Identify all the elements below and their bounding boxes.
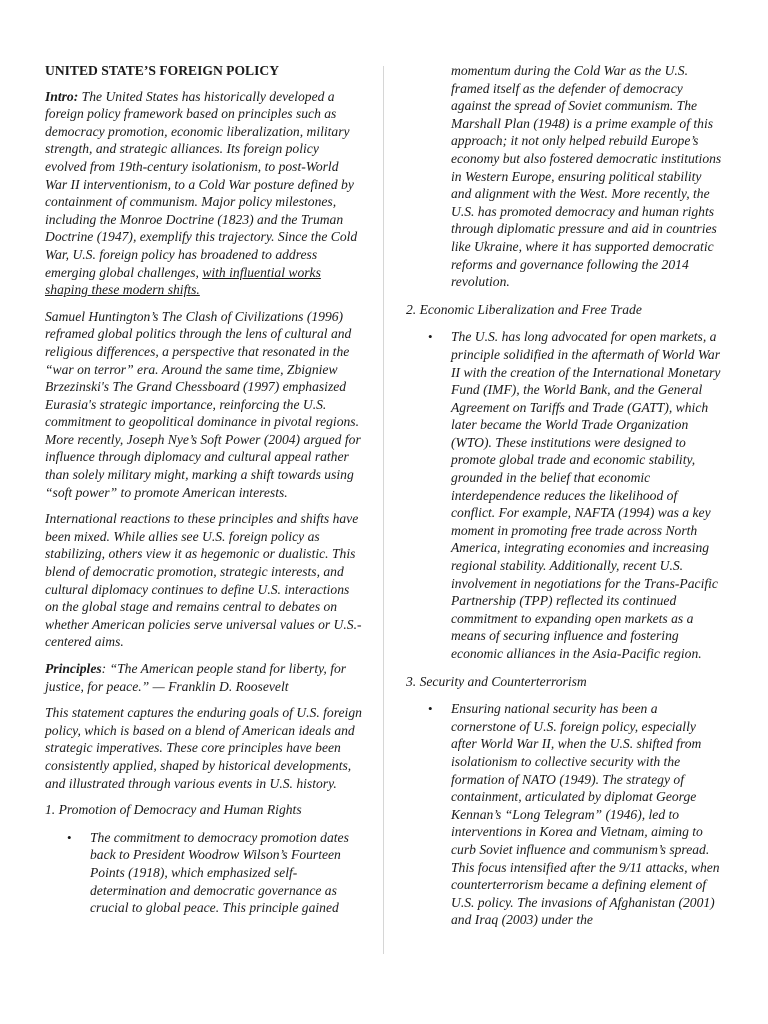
section-1-bullet	[45, 829, 363, 917]
statement-paragraph: This statement captures the enduring goals of U.S. foreign policy, which is based on a blend of American ideals and strategic imperatives. These core principles have been consistently applied, shaped by historical developments, and illustrated through various events in U.S. history.	[45, 705, 362, 791]
bullet-icon: •	[67, 829, 72, 845]
intro-text: The United States has historically developed a foreign policy framework based on principles such as democracy promotion, economic liberalization, military strength, and strategic alliances. Its foreign policy evolved from 19th-century isolationism, to post-World War II interventionism, to a Cold War posture defined by containment of communism. Major policy milestones, including the Monroe Doctrine (1823) and the Truman Doctrine (1947), exemplify this trajectory. Since the Cold War, U.S. foreign policy has broadened to address emerging global challenges,	[45, 88, 358, 280]
document-title: UNITED STATE’S FOREIGN POLICY	[45, 63, 280, 78]
section-3-heading: 3. Security and Counterterrorism	[406, 673, 587, 689]
section-2-bullet-text: The U.S. has long advocated for open markets, a principle solidified in the aftermath of World War II with the creation of the International Monetary Fund (IMF), the World Bank, and the General Agreement on Tariffs and Trade (GATT), which later became the World Trade Organization (WTO). These institutions were designed to promote global trade and economic stability, grounded in the belief that economic interdependence reduces the likelihood of conflict. For example, NAFTA (1994) was a key moment in promoting free trade across North America, integrating economies and increasing regional stability. Additionally, recent U.S. involvement in negotiations for the Trans-Pacific Partnership (TPP) reflected its continued commitment to expanding open markets as a means of securing influence and fostering economic alliances in the Asia-Pacific region.	[451, 329, 721, 661]
section-3-bullet	[406, 700, 724, 929]
section-1-bullet-text: The commitment to democracy promotion dates back to President Woodrow Wilson’s Fourteen Points (1918), which emphasized self-determination and democratic governance as crucial to global peace. This principle gained	[90, 829, 349, 916]
left-column	[45, 62, 363, 927]
bullet-icon: •	[428, 701, 433, 717]
section-2-heading: 2. Economic Liberalization and Free Trade	[406, 301, 642, 317]
section-2-bullet	[406, 328, 724, 662]
section-3-bullet-text: Ensuring national security has been a cornerstone of U.S. foreign policy, especially after World War II, when the U.S. shifted from isolationism to collective security with the formation of NATO (1949). The strategy of containment, articulated by diplomat George Kennan’s “Long Telegram” (1946), led to interventions in Korea and Vietnam, aiming to curb Soviet influence and communism’s spread. This focus intensified after the 9/11 attacks, when counterterrorism became a defining element of U.S. policy. The invasions of Afghanistan (2001) and Iraq (2003) under the	[451, 701, 720, 928]
intro-underlined-text: with influential works shaping these modern shifts.	[45, 264, 321, 298]
principles-label: Principles	[45, 661, 102, 676]
section-1-heading: 1. Promotion of Democracy and Human Rights	[45, 802, 302, 818]
principles-paragraph	[45, 660, 363, 695]
intro-paragraph	[45, 88, 363, 299]
reactions-paragraph: International reactions to these principles and shifts have been mixed. While allies see U.S. foreign policy as stabilizing, others view it as hegemonic or dualistic. This blend of democratic promotion, strategic interests, and cultural diplomacy continues to define U.S. interactions on the global stage and remains central to debates on whether American policies serve universal values or U.S.-centered aims.	[45, 511, 362, 650]
intro-label: Intro:	[45, 88, 79, 104]
column-divider	[383, 66, 384, 954]
section-1-continuation: momentum during the Cold War as the U.S. framed itself as the defender of democracy against the spread of Soviet communism. The Marshall Plan (1948) is a prime example of this approach; it not only helped rebuild Europe’s economy but also fostered democratic institutions in Western Europe, ensuring political stability and alignment with the West. More recently, the U.S. has promoted democracy and human rights through diplomatic pressure and aid in countries like Ukraine, where it has supported democratic reforms and governance following the 2014 revolution.	[451, 63, 722, 290]
bullet-icon: •	[428, 329, 433, 345]
huntington-paragraph: Samuel Huntington’s The Clash of Civilizations (1996) reframed global politics through the lens of cultural and religious differences, a perspective that resonated in the “war on terror” era. Around the same time, Zbigniew Brzezinski's The Grand Chessboard (1997) emphasized Eurasia's strategic importance, reinforcing the U.S. commitment to geopolitical dominance in pivotal regions. More recently, Joseph Nye’s Soft Power (2004) argued for influence through diplomacy and cultural appeal rather than solely military might, marking a shift towards using “soft power” to promote American interests.	[45, 308, 361, 500]
right-column	[406, 62, 724, 939]
principles-quote: : “The American people stand for liberty, for justice, for peace.” — Franklin D. Roosevelt	[45, 661, 347, 694]
